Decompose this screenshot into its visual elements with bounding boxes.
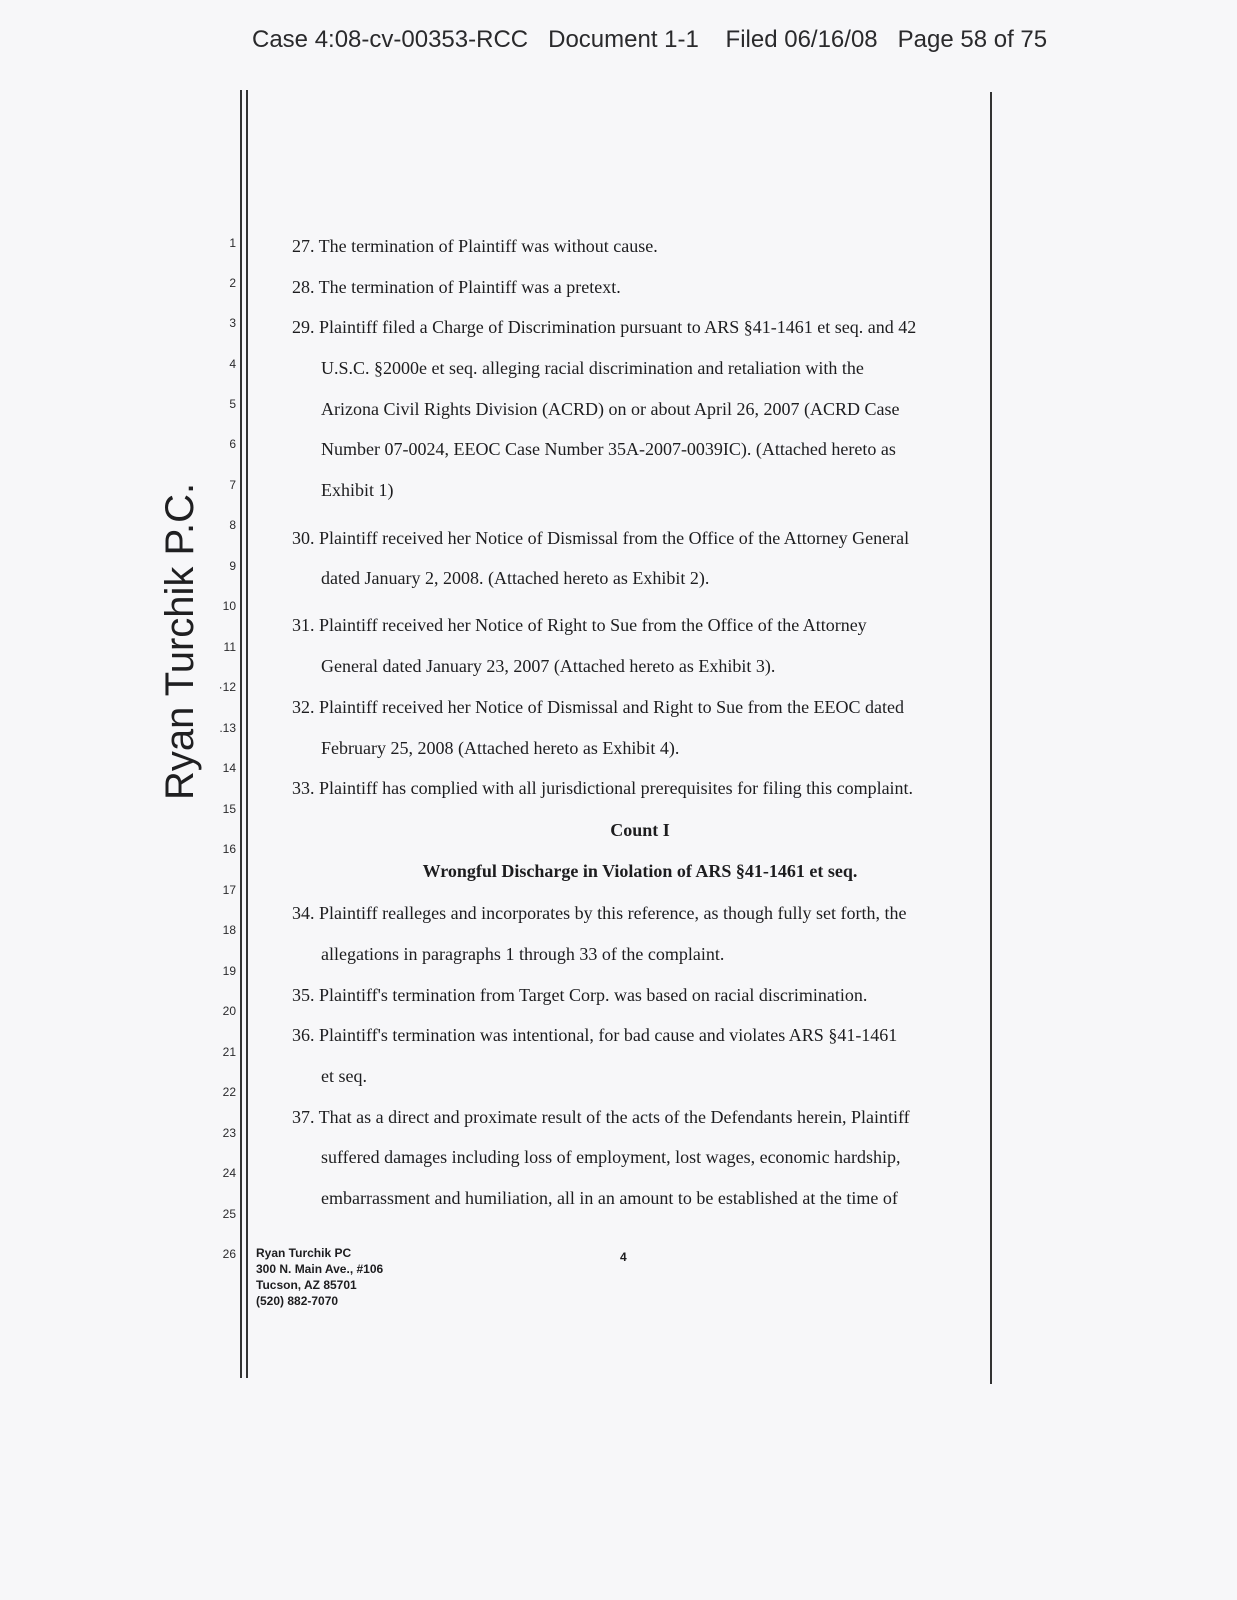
line-number: 21 bbox=[222, 1045, 236, 1059]
line-number: 15 bbox=[222, 802, 236, 816]
line-number: 17 bbox=[222, 883, 236, 897]
paragraph-27: 27. The termination of Plaintiff was without cause. bbox=[292, 236, 658, 256]
paragraph-29: 29. Plaintiff filed a Charge of Discrimination pursuant to ARS §41-1461 et seq. and 42 bbox=[292, 317, 917, 337]
line-number: 6 bbox=[229, 437, 236, 451]
footer-firm: Ryan Turchik PC bbox=[256, 1246, 352, 1260]
paragraph-32-continued: February 25, 2008 (Attached hereto as Exhibit 4). bbox=[321, 738, 680, 758]
line-number: 25 bbox=[222, 1207, 236, 1221]
line-number: 4 bbox=[229, 357, 236, 371]
line-number: 11 bbox=[223, 640, 236, 654]
page-number: 4 bbox=[620, 1250, 627, 1264]
paragraph-29-continued: Exhibit 1) bbox=[321, 480, 394, 500]
line-number: 8 bbox=[229, 518, 236, 532]
paragraph-33: 33. Plaintiff has complied with all jurisdictional prerequisites for filing this complaint. bbox=[292, 778, 914, 798]
paragraph-37-continued: suffered damages including loss of employment, lost wages, economic hardship, bbox=[321, 1147, 901, 1167]
left-margin-rule bbox=[240, 90, 242, 1378]
case-header: Case 4:08-cv-00353-RCC Document 1-1 Filed 06/16/08 Page 58 of 75 bbox=[252, 26, 1048, 53]
paragraph-35: 35. Plaintiff's termination from Target Corp. was based on racial discrimination. bbox=[292, 985, 868, 1005]
left-margin-rule-inner bbox=[246, 90, 248, 1378]
line-number: .13 bbox=[219, 721, 236, 735]
line-number: 1 bbox=[229, 236, 236, 250]
footer-phone: (520) 882-7070 bbox=[256, 1294, 339, 1308]
footer-address-line2: Tucson, AZ 85701 bbox=[256, 1278, 357, 1292]
paragraph-31: 31. Plaintiff received her Notice of Right to Sue from the Office of the Attorney bbox=[292, 615, 867, 635]
line-number: 9 bbox=[229, 559, 236, 573]
paragraph-36: 36. Plaintiff's termination was intentional, for bad cause and violates ARS §41-1461 bbox=[292, 1025, 898, 1045]
line-number: 5 bbox=[229, 397, 236, 411]
line-number: 22 bbox=[222, 1085, 236, 1099]
count-title: Count I bbox=[610, 820, 670, 840]
paragraph-37: 37. That as a direct and proximate result of the acts of the Defendants herein, Plaintiff bbox=[292, 1107, 910, 1127]
paragraph-30-continued: dated January 2, 2008. (Attached hereto as Exhibit 2). bbox=[321, 568, 710, 588]
line-number: 19 bbox=[222, 964, 236, 978]
line-number: 18 bbox=[222, 923, 236, 937]
paragraph-37-continued: embarrassment and humiliation, all in an amount to be established at the time of bbox=[321, 1188, 898, 1208]
paragraph-31-continued: General dated January 23, 2007 (Attached hereto as Exhibit 3). bbox=[321, 656, 776, 676]
paragraph-28: 28. The termination of Plaintiff was a pretext. bbox=[292, 277, 621, 297]
count-subtitle: Wrongful Discharge in Violation of ARS §41-1461 et seq. bbox=[422, 861, 858, 881]
paragraph-32: 32. Plaintiff received her Notice of Dismissal and Right to Sue from the EEOC dated bbox=[292, 697, 905, 717]
right-margin-rule bbox=[990, 92, 992, 1384]
firm-name-margin: Ryan Turchik P.C. bbox=[158, 482, 202, 800]
line-number: 3 bbox=[229, 316, 236, 330]
paragraph-30: 30. Plaintiff received her Notice of Dismissal from the Office of the Attorney General bbox=[292, 528, 910, 548]
paragraph-34: 34. Plaintiff realleges and incorporates by this reference, as though fully set forth, the bbox=[292, 903, 907, 923]
line-number: ·12 bbox=[218, 680, 236, 694]
paragraph-29-continued: Number 07-0024, EEOC Case Number 35A-2007-0039IC). (Attached hereto as bbox=[321, 439, 896, 459]
firm-footer bbox=[256, 1245, 383, 1309]
line-number: 20 bbox=[222, 1004, 236, 1018]
paragraph-29-continued: Arizona Civil Rights Division (ACRD) on or about April 26, 2007 (ACRD Case bbox=[321, 399, 900, 419]
line-number: 2 bbox=[229, 276, 236, 290]
line-number: 24 bbox=[222, 1166, 236, 1180]
line-number: 23 bbox=[222, 1126, 236, 1140]
paragraph-29-continued: U.S.C. §2000e et seq. alleging racial discrimination and retaliation with the bbox=[321, 358, 864, 378]
line-number: 26 bbox=[222, 1247, 236, 1261]
line-number: 16 bbox=[222, 842, 236, 856]
line-number: 14 bbox=[222, 761, 236, 775]
line-number: 10 bbox=[222, 599, 236, 613]
paragraph-36-continued: et seq. bbox=[321, 1066, 367, 1086]
footer-address-line1: 300 N. Main Ave., #106 bbox=[256, 1262, 384, 1276]
paragraph-34-continued: allegations in paragraphs 1 through 33 of the complaint. bbox=[321, 944, 725, 964]
line-number: 7 bbox=[229, 478, 236, 492]
